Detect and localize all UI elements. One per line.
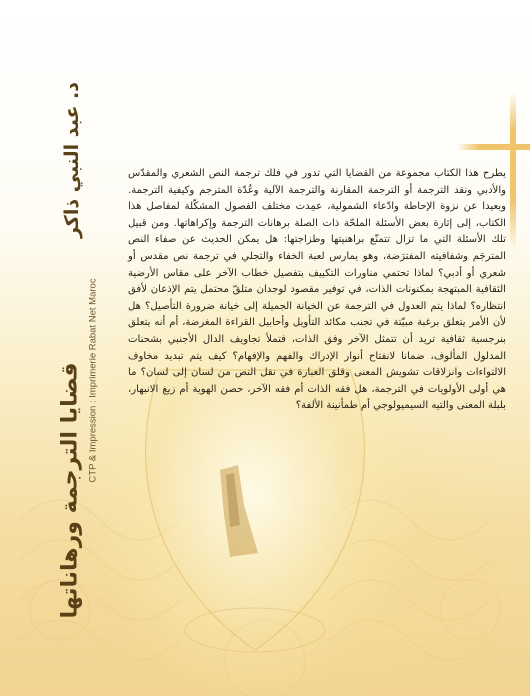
book-title [50,361,90,619]
imprint-credit [86,270,100,490]
author-name-text: د. عبد النبي ذاكر [61,81,84,239]
author-name [54,80,90,240]
gold-cross-horizontal [457,144,530,150]
book-title-text: قضايا الترجمة ورهاناتها [57,361,83,619]
back-cover-blurb [128,166,506,415]
imprint-credit-text: CTP & Impression : Imprimerie Rabat Net Maroc [87,277,99,483]
blurb-paragraph: يطرح هذا الكتاب مجموعة من القضايا التي تدور في فلك ترجمة النص الشعري والمقدّس والأدبي ونقد الترجمة أو الترجمة المقارنة والترجمة الآلية وعُدّة المترجم وكيفية الترجمة. وبعيدا عن نزوة الإحاطة وادّعاء الشمولية، عمِدت مختلف الفصول المشكّلة لمفاصل هذا الكتاب، إلى إثارة بعض الأسئلة الملحّة ذات الصلة برهانات الترجمة وإكراهاتها. ومن قبيل تلك الأسئلة التي ما تزال تتمنّع براهنيتها وطزاجتها: هل يمكن الحديث عن صفاء النص المترجَم وشفافيته المفترَضة، وهو يمارس لعبة الخفاء والتجلي في ترجمة نص مقدس أو شعري أو أدبي؟ لماذا تحتمي مناورات التكييف بتفصيل خطاب الآخر على مقاس الأرضية الثقافية المبتهجة بمكنونات الذات، في توفير مقصود لوجدان متلقّ محتمل يتم الإذعان لأفق انتظاره؟ لماذا يتم العدول في الترجمة عن الخيانة الجميلة إلى خيانة ضرورة التأصيل؟ هل لأن الأمر يتعلق برغبة مبيّتة في تجنب مكائد التأويل وأحابيل القراءة المغرضة، أم أنه يتعلق بنرجسية ثقافية تريد أن تتمثل الآخر وفق الذات، فتملأ تجاويف الدال الأجنبي بشحنات المدلول المألوف، ضمانا لانفتاح أنوار الإدراك والفهم والإفهام؟ كيف يتم تبديد مخاوف الالتواءات وانزلاقات تشويش المعنى وقلق العبارة في نقل النص من لسان إلى لسان؟ ما هي أولى الأولويات في الترجمة، هل فقه الذات أم فقه الآخر، حصن الهوية أم زيغ الانبهار، بلبلة المعنى والتيه السيميولوجي أم طمأنينة الألفة؟ [128,168,506,412]
gold-cross-vertical [510,92,516,250]
brush-stroke-graphic [200,465,270,560]
